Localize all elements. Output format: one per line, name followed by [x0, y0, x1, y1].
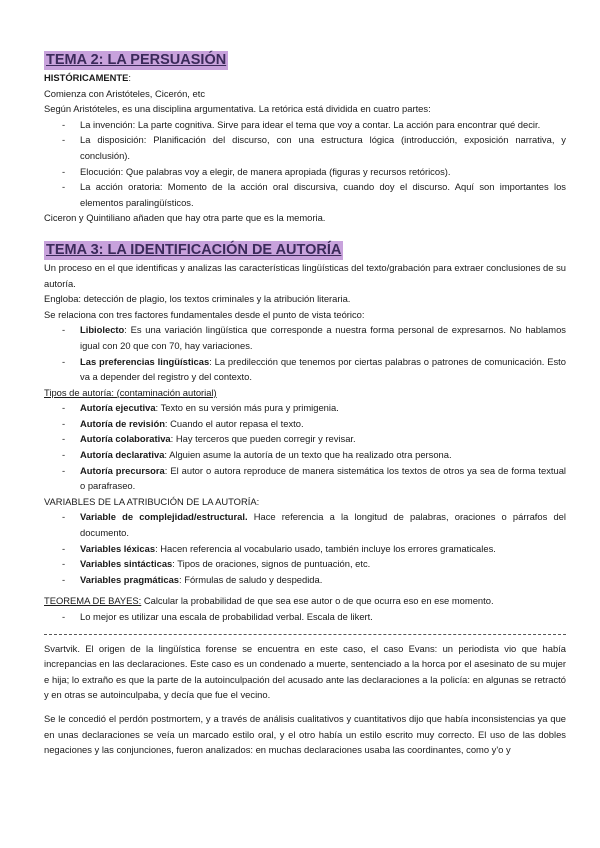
- item-text: : Fórmulas de saludo y despedida.: [179, 573, 323, 585]
- tema2-closing: Ciceron y Quintiliano añaden que hay otra parte que es la memoria.: [44, 212, 326, 224]
- item-label: Variable de complejidad/estructural.: [80, 511, 248, 523]
- historicamente-label: HISTÓRICAMENTE: [44, 72, 129, 83]
- item-text: : Tipos de oraciones, signos de puntuación, etc.: [172, 558, 371, 570]
- tipos-autoria-label: Tipos de autoría: (contaminación autorial): [44, 386, 217, 398]
- tema3-factores: Se relaciona con tres factores fundamentales desde el punto de vista teórico:: [44, 308, 365, 320]
- list-item: [44, 431, 566, 447]
- item-label: Autoría colaborativa: [80, 433, 171, 445]
- item-label: Variables sintácticas: [80, 558, 173, 570]
- bayes-label: TEOREMA DE BAYES:: [44, 595, 142, 607]
- item-text: : Texto en su versión más pura y primigenia.: [155, 402, 339, 414]
- list-item: [44, 354, 566, 385]
- list-item: - Elocución: Que palabras voy a elegir, de manera apropiada (figuras y recursos retóricos).: [44, 164, 566, 180]
- list-item: - La invención: La parte cognitiva. Sirve para idear el tema que voy a contar. La acción para encontrar qué decir.: [44, 117, 566, 133]
- rhetoric-parts-list: [44, 117, 566, 211]
- tema3-heading: TEMA 3: LA IDENTIFICACIÓN DE AUTORÍA: [46, 241, 342, 258]
- item-text: : Hay terceros que pueden corregir y revisar.: [170, 433, 356, 445]
- list-item: [44, 556, 566, 572]
- list-item: [44, 541, 566, 557]
- item-text: Hace referencia a la longitud de palabras, oraciones o párrafos del documento.: [80, 511, 566, 539]
- item-label: Autoría ejecutiva: [80, 402, 156, 414]
- list-item: [44, 447, 566, 463]
- svartvik-paragraph-2: Se le concedió el perdón postmortem, y a través de análisis cualitativos y cuantitativos dijo que había inconsistencias ya que en unas declaraciones se veía un marcado estilo oral, y el otro había un estilo escrito muy correcto. El uso de las dobles negaciones y las conjunciones, fueron analizados: en muchas declaraciones usaba las coordinantes, como y'o y: [44, 712, 566, 756]
- factores-list: [44, 322, 566, 384]
- variables-list: [44, 509, 566, 587]
- document-content: [44, 49, 566, 758]
- item-text: : El autor o autora reproduce de manera sistemática los textos de otros ya sea de forma textual o parafraseo.: [80, 464, 566, 492]
- section-divider: [44, 626, 566, 635]
- item-text: : Cuando el autor repasa el texto.: [164, 417, 304, 429]
- item-label: Autoría de revisión: [80, 417, 165, 429]
- list-item: [44, 322, 566, 353]
- tipos-autoria-list: [44, 400, 566, 494]
- item-label: Libiolecto: [80, 324, 125, 336]
- item-label: Variables pragmáticas: [80, 573, 180, 585]
- historicamente-colon: :: [128, 72, 131, 83]
- item-text: : Es una variación lingüística que corresponde a nuestra forma personal de expresarnos. No hablamos igual con 20 que con 70, hay variaciones.: [80, 324, 566, 351]
- list-item: - La acción oratoria: Momento de la acción oral discursiva, cuando doy el discurso. Aquí son importantes los elementos paralingüísticos.: [44, 179, 566, 210]
- list-item: [44, 509, 566, 540]
- historicamente-line: [44, 70, 566, 86]
- list-item: [44, 463, 566, 494]
- item-label: Las preferencias lingüísticas: [80, 355, 210, 367]
- tema2-heading: TEMA 2: LA PERSUASIÓN: [46, 52, 227, 68]
- item-text: : La predilección que tenemos por ciertas palabras o patrones de comunicación. Esto va a depender del registro y del contexto.: [80, 355, 567, 383]
- bayes-line: [44, 593, 566, 609]
- item-label: Variables léxicas: [80, 542, 156, 554]
- svartvik-paragraph-1: Svartvik. El origen de la lingüística forense se encuentra en este caso, el caso Evans: un periodista vio que había increpancias en las declaraciones. Este caso es un condenado a muerte, sentenciado a la horca por el asesinato de su mujer e hija; lo extraño es que la parte de la autoinculpación del acusado ante las declaraciones a la policía: en algunas se retractó y en otras se autoinculpaba, y decía que fue el vecino.: [44, 642, 566, 701]
- tema2-line1: Comienza con Aristóteles, Cicerón, etc: [44, 87, 206, 99]
- tema3-intro: Un proceso en el que identificas y analizas las características lingüísticas del texto/grabación para extraer conclusiones de su autoría.: [44, 261, 566, 289]
- item-text: : Alguien asume la autoría de un texto que ha realizado otra persona.: [164, 449, 452, 461]
- tema3-engloba: Engloba: detección de plagio, los textos criminales y la atribución literaria.: [44, 293, 351, 305]
- item-label: Autoría declarativa: [80, 449, 165, 461]
- list-item: [44, 416, 566, 432]
- tema2-line2: Según Aristóteles, es una disciplina argumentativa. La retórica está dividida en cuatro partes:: [44, 103, 431, 115]
- list-item: [44, 572, 566, 588]
- list-item: - La disposición: Planificación del discurso, con una estructura lógica (introducción, exposición narrativa, y conclusión).: [44, 132, 566, 163]
- item-label: Autoría precursora: [80, 464, 165, 476]
- item-text: : Hacen referencia al vocabulario usado, también incluye los errores gramaticales.: [155, 542, 496, 554]
- bayes-list: [44, 609, 566, 625]
- list-item: [44, 400, 566, 416]
- bayes-text: Calcular la probabilidad de que sea ese autor o de que ocurra eso en ese momento.: [141, 595, 494, 607]
- list-item: - Lo mejor es utilizar una escala de probabilidad verbal. Escala de likert.: [44, 609, 566, 625]
- variables-label: VARIABLES DE LA ATRIBUCIÓN DE LA AUTORÍA:: [44, 495, 260, 507]
